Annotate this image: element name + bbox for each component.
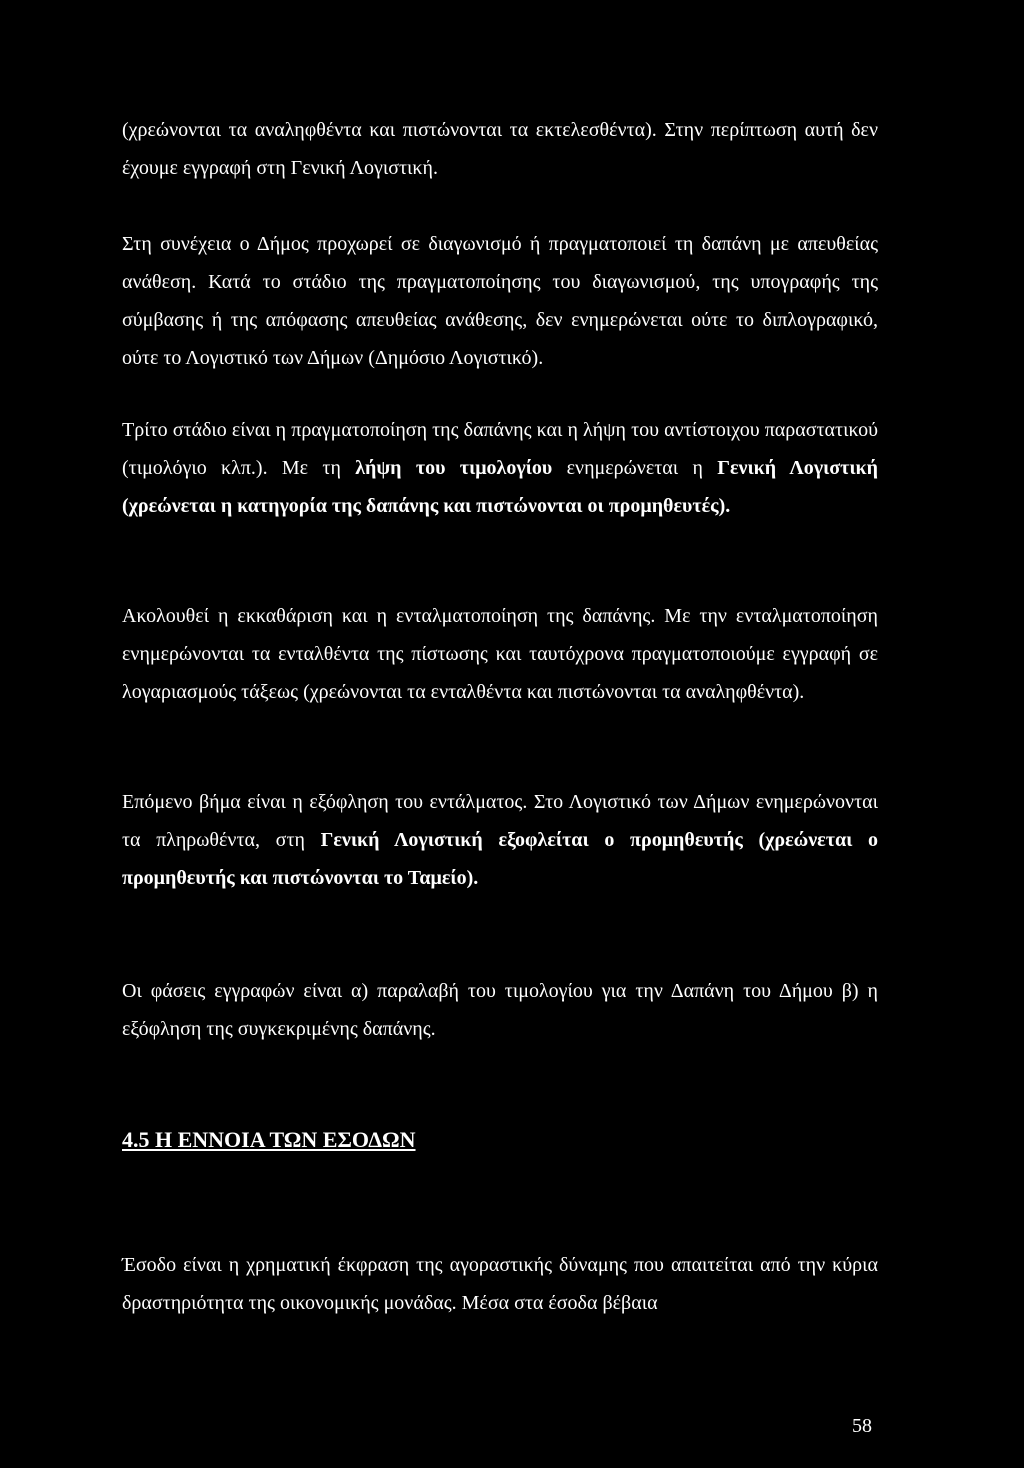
paragraph-3	[122, 411, 878, 525]
paragraph-5-text-1: Επόμενο βήμα είναι η εξόφληση του εντάλματος. Στο Λογιστικό των Δήμων ενημερώνονται τα πληρωθέντα, στη	[122, 791, 878, 851]
section-heading: 4.5 Η ΕΝΝΟΙΑ ΤΩΝ ΕΣΟΔΩΝ	[122, 1127, 416, 1152]
paragraph-3-bold-2: Γενική Λογιστική (χρεώνεται η κατηγορία της δαπάνης και πιστώνονται οι προμηθευτές).	[122, 457, 879, 517]
paragraph-2: Στη συνέχεια ο Δήμος προχωρεί σε διαγωνισμό ή πραγματοποιεί τη δαπάνη με απευθείας ανάθεση. Κατά το στάδιο της πραγματοποίησης του διαγωνισμού, της υπογραφής της σύμβασης ή της απόφασης απευθείας ανάθεσης, δεν ενημερώνεται ούτε το διπλογραφικό, ούτε το Λογιστικό των Δήμων (Δημόσιο Λογιστικό).	[122, 233, 878, 369]
paragraph-5-bold-1: Γενική Λογιστική εξοφλείται ο προμηθευτής (χρεώνεται ο προμηθευτής και πιστώνονται το Ταμείο).	[122, 829, 878, 889]
paragraph-3-bold-1: λήψη του τιμολογίου	[355, 457, 553, 479]
paragraph-3-text-1: Τρίτο στάδιο είναι η πραγματοποίηση της δαπάνης και η λήψη του αντίστοιχου παραστατικού (τιμολόγιο κλπ.). Με τη	[122, 419, 878, 479]
page-number: 58	[852, 1415, 872, 1437]
paragraph-3-text-2: ενημερώνεται η	[552, 457, 718, 479]
paragraph-6: Οι φάσεις εγγραφών είναι α) παραλαβή του τιμολογίου για την Δαπάνη του Δήμου β) η εξόφληση της συγκεκριμένης δαπάνης.	[122, 980, 878, 1040]
paragraph-1: (χρεώνονται τα αναληφθέντα και πιστώνονται τα εκτελεσθέντα). Στην περίπτωση αυτή δεν έχουμε εγγραφή στη Γενική Λογιστική.	[122, 119, 878, 179]
paragraph-5	[122, 783, 878, 897]
paragraph-7: Έσοδο είναι η χρηματική έκφραση της αγοραστικής δύναμης που απαιτείται από την κύρια δραστηριότητα της οικονομικής μονάδας. Μέσα στα έσοδα βέβαια	[122, 1254, 878, 1314]
paragraph-4: Ακολουθεί η εκκαθάριση και η ενταλματοποίηση της δαπάνης. Με την ενταλματοποίηση ενημερώνονται τα ενταλθέντα της πίστωσης και ταυτόχρονα πραγματοποιούμε εγγραφή σε λογαριασμούς τάξεως (χρεώνονται τα ενταλθέντα και πιστώνονται τα αναληφθέντα).	[122, 605, 878, 703]
